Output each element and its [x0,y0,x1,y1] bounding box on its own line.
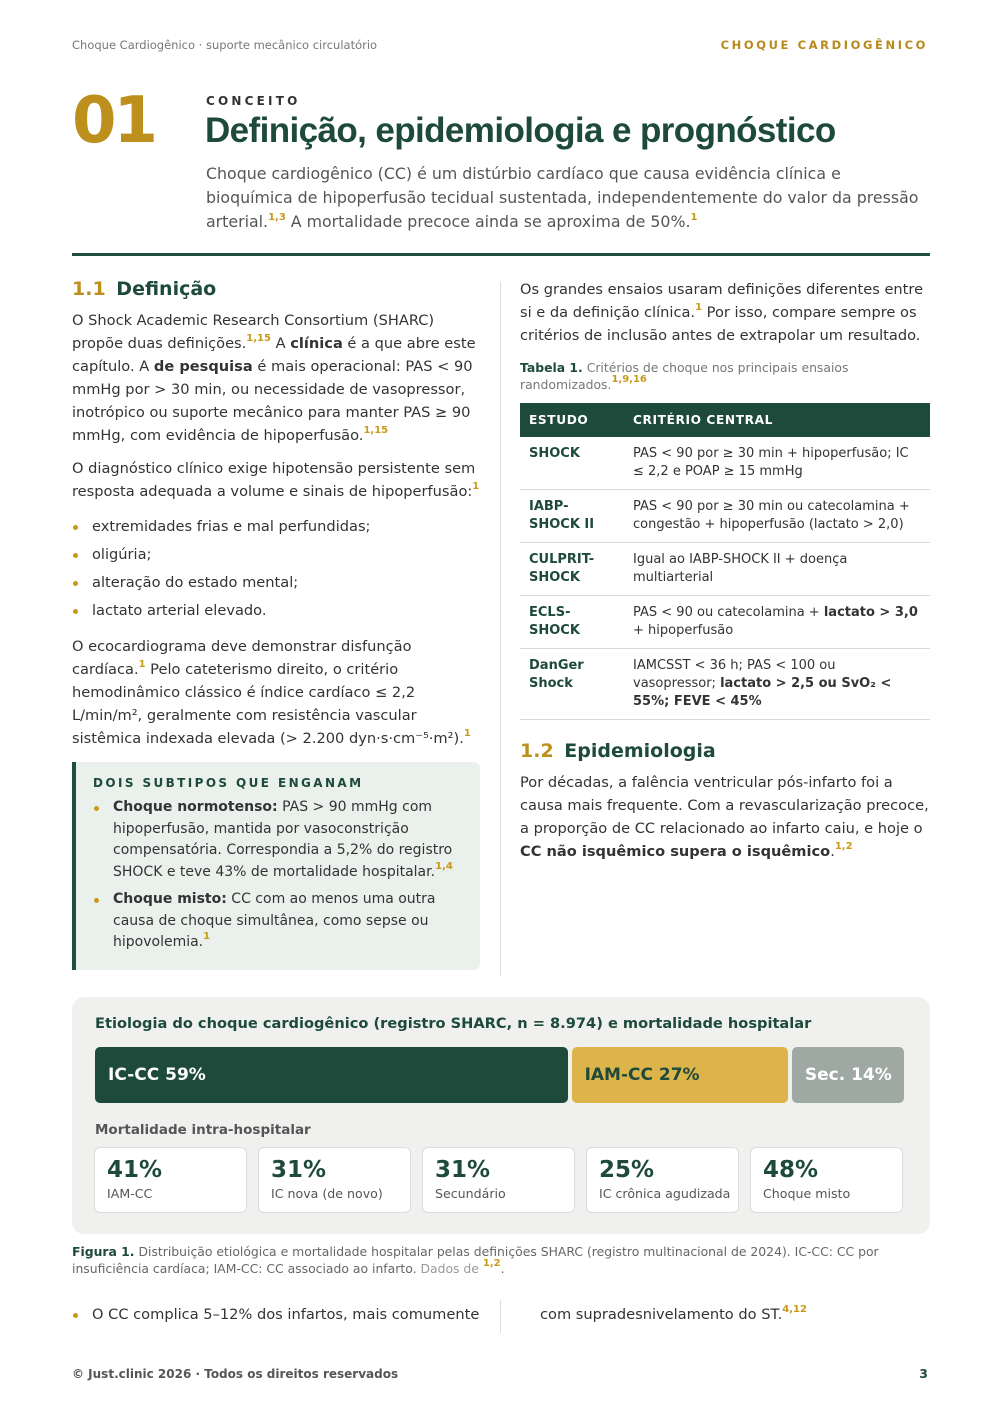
subsection-heading-epidemiology: 1.2 Epidemiologia [520,740,716,762]
list-item: extremidades frias e mal perfundidas; [72,513,480,541]
etiology-figure [72,997,930,1234]
column-divider [500,1300,501,1333]
right-column [520,278,930,873]
callout-item-mixed: Choque misto: CC com ao menos uma outra causa de choque simultânea, como sepse ou hipovolemia.$^1$ [93,889,462,954]
trials-paragraph: Os grandes ensaios usaram definições diferentes entre si e da definição clínica.$^1$ Por isso, compare sempre os critérios de inclusão antes de extrapolar um resultado. [520,281,924,344]
table-row: IABP-SHOCK II PAS < 90 por ≥ 30 min ou catecolamina + congestão + hipoperfusão (lactato > 2,0) [520,490,930,543]
epidemiology-paragraph: Por décadas, a falência ventricular pós-infarto foi a causa mais frequente. Com a revascularização precoce, a proporção de CC relacionado ao infarto caiu, e hoje o CC não isquêmico supera o isquêmico.$^{1,2}$ [520,774,929,860]
left-column [72,278,480,970]
subtypes-callout [72,762,480,970]
callout-item-normotensive: Choque normotenso: PAS > 90 mmHg com hipoperfusão, mantida por vasoconstrição compensatória. Correspondia a 5,2% do registro SHOCK e teve 43% de mortalidade hospitalar.$^{1,4}$ [93,797,462,883]
page-title: Definição, epidemiologia e prognóstico [205,111,836,150]
chapter-label: CHOQUE CARDIOGÊNICO [720,38,928,52]
subsection-heading-definition: 1.1 Definição [72,278,217,300]
table-row: CULPRIT-SHOCK Igual ao IABP-SHOCK II + doença multiarterial [520,543,930,596]
callout-title: DOIS SUBTIPOS QUE ENGANAM [93,776,364,790]
mortality-card: 25% IC crônica agudizada [586,1147,739,1213]
mortality-card: 41% IAM-CC [94,1147,247,1213]
list-item: oligúria; [72,541,480,569]
mortality-label: Mortalidade intra-hospitalar [95,1122,311,1138]
etiology-bar-iamcc: IAM-CC 27% [572,1047,788,1103]
echo-paragraph: O ecocardiograma deve demonstrar disfunção cardíaca.$^1$ Pelo cateterismo direito, o critério hemodinâmico clássico é índice cardíaco ≤ 2,2 L/min/m², geralmente com resistência vascular sistêmica indexada elevada (> 2.200 dyn·s·cm⁻⁵·m²).$^1$ [72,638,471,747]
list-item: lactato arterial elevado. [72,597,480,625]
diagnosis-paragraph: O diagnóstico clínico exige hipotensão persistente sem resposta adequada a volume e sinais de hipoperfusão:$^1$ [72,460,480,500]
mortality-card: 31% IC nova (de novo) [258,1147,411,1213]
section-kicker: CONCEITO [206,94,301,108]
bottom-bullet: O CC complica 5–12% dos infartos, mais comumente [72,1303,492,1326]
page-number: 3 [919,1366,928,1381]
mortality-card: 48% Choque misto [750,1147,903,1213]
figure-caption: Figura 1. Distribuição etiológica e mortalidade hospitalar pelas definições SHARC (registro multinacional de 2024). IC-CC: CC por insuficiência cardíaca; IAM-CC: CC associado ao infarto. Dados de $^{1,2}$. [72,1244,879,1276]
running-header: Choque Cardiogênico · suporte mecânico circulatório [72,38,378,52]
reference-mark: 1 [690,212,698,223]
figure-title: Etiologia do choque cardiogênico (registro SHARC, n = 8.974) e mortalidade hospitalar [95,1015,812,1032]
footer-copyright: © Just.clinic 2026 · Todos os direitos reservados [72,1367,399,1381]
bottom-continuation: com supradesnivelamento do ST.$^{4,12}$ [540,1304,807,1323]
criteria-table [520,403,930,720]
table-row: SHOCK PAS < 90 por ≥ 30 min + hipoperfusão; IC ≤ 2,2 e POAP ≥ 15 mmHg [520,437,930,490]
column-divider [500,282,501,976]
table-row: ECLS-SHOCK PAS < 90 ou catecolamina + lactato > 3,0 + hipoperfusão [520,596,930,649]
table-header: CRITÉRIO CENTRAL [624,403,930,437]
list-item: alteração do estado mental; [72,569,480,597]
mortality-card: 31% Secundário [422,1147,575,1213]
mortality-cards [94,1147,903,1213]
intro-paragraph: Choque cardiogênico (CC) é um distúrbio cardíaco que causa evidência clínica e bioquímica de hipoperfusão tecidual sustentada, independentemente do valor da pressão arterial.$^{1,3}$ A mortalidade precoce ainda se aproxima de 50%.$^1$ [206,164,919,231]
etiology-bar-iccc: IC-CC 59% [95,1047,568,1103]
definition-paragraph: O Shock Academic Research Consortium (SHARC) propõe duas definições.$^{1,15}$ A clínica é a que abre este capítulo. A de pesquisa é mais operacional: PAS < 90 mmHg por > 30 min, ou necessidade de vasopressor, inotrópico ou suporte mecânico para manter PAS ≥ 90 mmHg, com evidência de hipoperfusão.$^{1,15}$ [72,312,476,444]
hypoperfusion-signs-list [72,513,480,625]
table-header: ESTUDO [520,403,624,437]
etiology-bar-sec: Sec. 14% [792,1047,904,1103]
section-number: 01 [72,84,156,158]
section-divider [72,253,930,256]
table-caption: Tabela 1. Critérios de choque nos principais ensaios randomizados.$^{1,9,16}$ [520,360,849,392]
table-row: DanGer Shock IAMCSST < 36 h; PAS < 100 ou vasopressor; lactato > 2,5 ou SvO₂ < 55%; FEVE < 45% [520,649,930,720]
reference-mark: 1,3 [268,212,286,223]
